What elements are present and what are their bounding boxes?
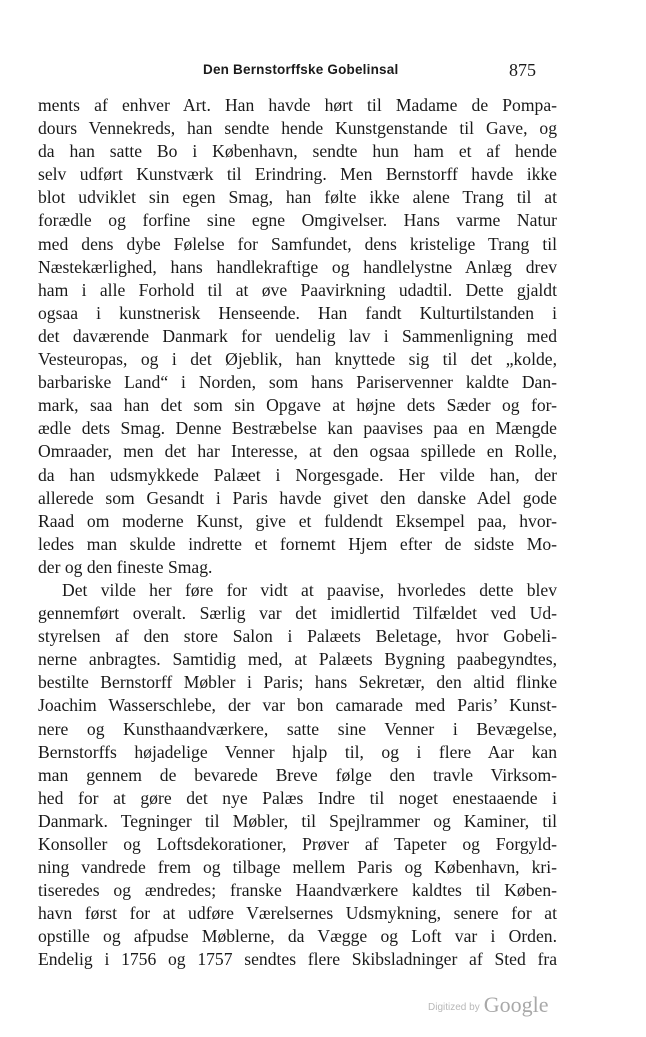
- text-line: Endelig i 1756 og 1757 sendtes flere Skibsladninger af Sted fra: [38, 949, 557, 970]
- text-line: gennemført overalt. Særlig var det imidlertid Tilfældet ved Ud-: [38, 603, 557, 624]
- text-line: ledes man skulde indrette et fornemt Hjem efter de sidste Mo-: [38, 533, 557, 554]
- text-line: Raad om moderne Kunst, give et fuldendt Eksempel paa, hvor-: [38, 510, 557, 531]
- text-line: dours Vennekreds, han sendte hende Kunstgenstande til Gave, og: [38, 118, 557, 139]
- text-line: med dens dybe Følelse for Samfundet, dens kristelige Trang til: [38, 233, 557, 254]
- text-line: Vesteuropas, og i det Øjeblik, han knyttede sig til det „kolde,: [38, 349, 557, 370]
- text-line: selv udført Kunstværk til Erindring. Men Bernstorff havde ikke: [38, 164, 557, 185]
- text-line: bestilte Bernstorff Møbler i Paris; hans Sekretær, den altid flinke: [38, 672, 557, 693]
- text-line-paragraph-end: der og den fineste Smag.: [38, 556, 213, 577]
- watermark-prefix: Digitized by: [428, 1002, 480, 1013]
- text-line: da han udsmykkede Palæet i Norgesgade. Her vilde han, der: [38, 464, 557, 485]
- text-line: Omraader, men det har Interesse, at den ogsaa spillede en Rolle,: [38, 441, 557, 462]
- text-line: Konsoller og Loftsdekorationer, Prøver af Tapeter og Forgyld-: [38, 834, 557, 854]
- text-line: ogsaa i kunstnerisk Henseende. Han fandt Kulturtilstanden i: [38, 302, 557, 323]
- running-header-title: Den Bernstorffske Gobelinsal: [203, 62, 399, 77]
- text-line: allerede som Gesandt i Paris havde givet den danske Adel gode: [38, 487, 557, 508]
- text-line: opstille og afpudse Møblerne, da Vægge og Loft var i Orden.: [38, 926, 557, 947]
- text-line: nerne anbragtes. Samtidig med, at Palæets Bygning paabegyndtes,: [38, 649, 557, 670]
- text-line: man gennem de bevarede Breve følge den travle Virksom-: [38, 764, 557, 785]
- text-line: forædle og forfine sine egne Omgivelser. Hans varme Natur: [38, 210, 557, 231]
- digitized-watermark: [428, 992, 548, 1018]
- google-logo-text: Google: [483, 992, 549, 1017]
- text-line: ning vandrede frem og tilbage mellem Paris og København, kri-: [38, 857, 557, 878]
- text-line: Bernstorffs højadelige Venner hjalp til, og i flere Aar kan: [38, 741, 557, 762]
- text-line: styrelsen af den store Salon i Palæets Beletage, hvor Gobeli-: [38, 626, 557, 647]
- text-line: da han satte Bo i København, sendte hun ham et af hende: [38, 141, 557, 162]
- text-line: ments af enhver Art. Han havde hørt til Madame de Pompa-: [38, 95, 557, 115]
- text-line: tiseredes og ændredes; franske Haandværkere kaldtes til Køben-: [38, 880, 557, 901]
- text-line: blot udviklet sin egen Smag, han følte ikke alene Trang til at: [38, 187, 557, 208]
- text-line: Næstekærlighed, hans handlekraftige og handlelystne Anlæg drev: [38, 256, 557, 277]
- text-line: havn først for at udføre Værelsernes Udsmykning, senere for at: [38, 903, 557, 924]
- body-text: [38, 94, 557, 972]
- text-line: nere og Kunsthaandværkere, satte sine Venner i Bevægelse,: [38, 718, 557, 739]
- text-line: ædle dets Smag. Denne Bestræbelse kan paavises paa en Mængde: [38, 418, 557, 439]
- text-line-paragraph-start: Det vilde her føre for vidt at paavise, hvorledes dette blev: [62, 579, 557, 600]
- page-number: 875: [509, 60, 536, 80]
- text-line: hed for at gøre det nye Palæs Indre til noget enestaaende i: [38, 787, 557, 808]
- text-line: barbariske Land“ i Norden, som hans Pariservenner kaldte Dan-: [38, 372, 557, 393]
- text-line: Danmark. Tegninger til Møbler, til Spejlrammer og Kaminer, til: [38, 810, 557, 831]
- text-line: mark, saa han det som sin Opgave at højne dets Sæder og for-: [38, 395, 557, 416]
- text-line: det daværende Danmark for uendelig lav i Sammenligning med: [38, 325, 557, 346]
- text-line: Joachim Wasserschlebe, der var bon camarade med Paris’ Kunst-: [38, 695, 557, 716]
- text-line: ham i alle Forhold til at øve Paavirkning udadtil. Dette gjaldt: [38, 279, 557, 300]
